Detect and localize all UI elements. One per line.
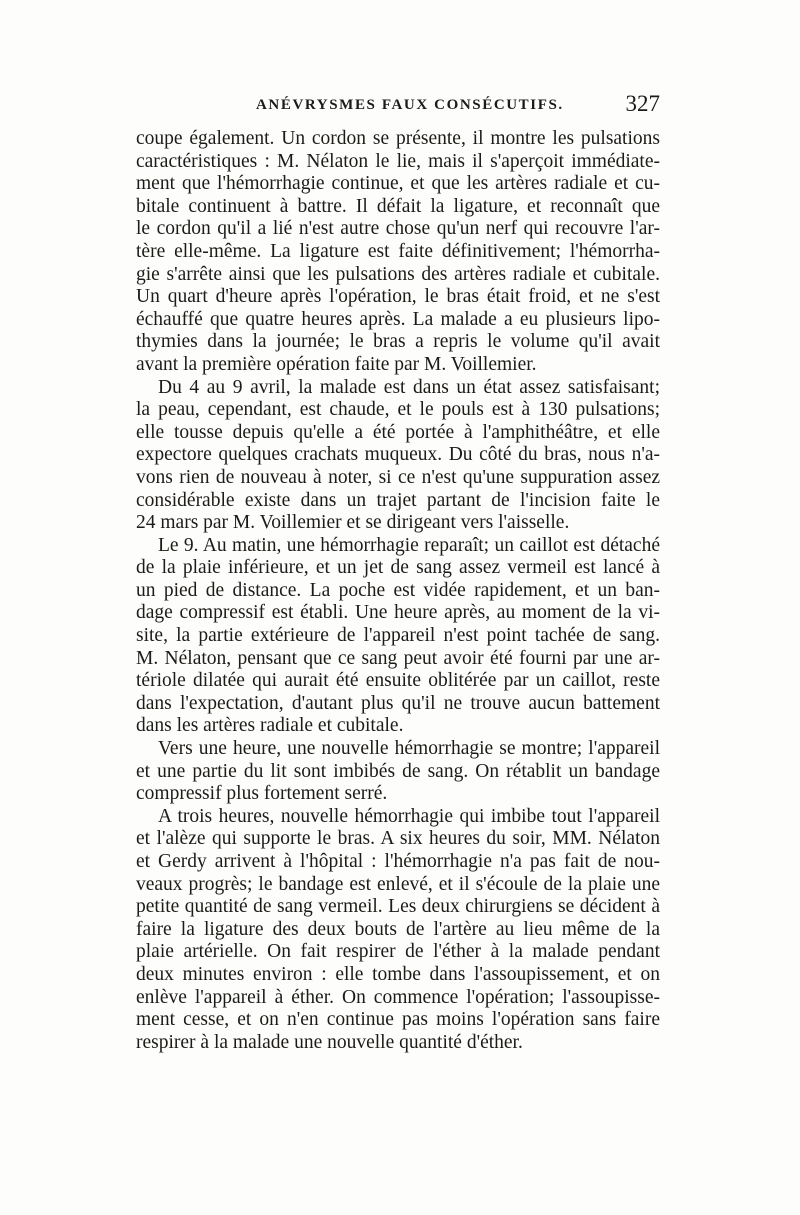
text-line: et l'alèze qui supporte le bras. A six heures du soir, MM. Nélaton bbox=[136, 828, 660, 850]
text-line: considérable existe dans un trajet partant de l'incision faite le bbox=[136, 489, 660, 511]
text-line: thymies dans la journée; le bras a repris le volume qu'il avait bbox=[136, 331, 660, 353]
text-line: expectore quelques crachats muqueux. Du côté du bras, nous n'a- bbox=[136, 444, 660, 466]
text-line: avant la première opération faite par M. Voillemier. bbox=[136, 353, 537, 375]
text-line: ment que l'hémorrhagie continue, et que les artères radiale et cu- bbox=[136, 173, 660, 195]
text-line: et une partie du lit sont imbibés de sang. On rétablit un bandage bbox=[136, 760, 660, 782]
text-line: dage compressif est établi. Une heure après, au moment de la vi- bbox=[136, 602, 660, 624]
text-line: bitale continuent à battre. Il défait la ligature, et reconnaît que bbox=[136, 195, 660, 217]
text-line: Vers une heure, une nouvelle hémorrhagie se montre; l'appareil bbox=[158, 738, 660, 760]
page-number: 327 bbox=[625, 91, 660, 116]
text-line: plaie artérielle. On fait respirer de l'éther à la malade pendant bbox=[136, 941, 660, 963]
text-line: ment cesse, et on n'en continue pas moins l'opération sans faire bbox=[136, 1009, 660, 1031]
text-line: tériole dilatée qui aurait été ensuite oblitérée par un caillot, reste bbox=[136, 670, 660, 692]
text-line: dans les artères radiale et cubitale. bbox=[136, 715, 404, 737]
text-line: respirer à la malade une nouvelle quantité d'éther. bbox=[136, 1031, 523, 1053]
text-line: la peau, cependant, est chaude, et le pouls est à 130 pulsations; bbox=[136, 399, 660, 421]
text-line: Le 9. Au matin, une hémorrhagie reparaît; un caillot est détaché bbox=[158, 534, 660, 556]
text-line: petite quantité de sang vermeil. Les deux chirurgiens se décident à bbox=[136, 896, 660, 918]
text-line: deux minutes environ : elle tombe dans l'assoupissement, et on bbox=[136, 963, 660, 985]
text-line: M. Nélaton, pensant que ce sang peut avoir été fourni par une ar- bbox=[136, 647, 660, 669]
text-line: faire la ligature des deux bouts de l'artère au lieu même de la bbox=[136, 918, 660, 940]
text-line: site, la partie extérieure de l'appareil n'est point tachée de sang. bbox=[136, 625, 660, 647]
text-line: dans l'expectation, d'autant plus qu'il ne trouve aucun battement bbox=[136, 692, 660, 714]
page-header bbox=[136, 91, 660, 125]
text-line: le cordon qu'il a lié n'est autre chose qu'un nerf qui recouvre l'ar- bbox=[136, 218, 660, 240]
text-line: et Gerdy arrivent à l'hôpital : l'hémorrhagie n'a pas fait de nou- bbox=[136, 851, 660, 872]
text-line: de la plaie inférieure, et un jet de sang assez vermeil est lancé à bbox=[136, 557, 660, 579]
text-line: coupe également. Un cordon se présente, il montre les pulsations bbox=[136, 128, 660, 149]
text-line: A trois heures, nouvelle hémorrhagie qui imbibe tout l'appareil bbox=[158, 805, 660, 827]
text-line: 24 mars par M. Voillemier et se dirigeant vers l'aisselle. bbox=[136, 512, 570, 534]
text-line: veaux progrès; le bandage est enlevé, et il s'écoule de la plaie une bbox=[136, 873, 660, 895]
text-line: tère elle-même. La ligature est faite définitivement; l'hémorrha- bbox=[136, 240, 660, 262]
text-line: gie s'arrête ainsi que les pulsations des artères radiale et cubitale. bbox=[136, 263, 660, 285]
running-title: ANÉVRYSMES FAUX CONSÉCUTIFS. bbox=[256, 97, 564, 113]
body-text bbox=[136, 128, 660, 1054]
text-line: vons rien de nouveau à noter, si ce n'est qu'une suppuration assez bbox=[136, 466, 660, 488]
text-line: échauffé que quatre heures après. La malade a eu plusieurs lipo- bbox=[136, 308, 660, 330]
text-line: Du 4 au 9 avril, la malade est dans un état assez satisfaisant; bbox=[158, 376, 660, 398]
text-line: elle tousse depuis qu'elle a été portée à l'amphithéâtre, et elle bbox=[136, 421, 660, 443]
text-line: Un quart d'heure après l'opération, le bras était froid, et ne s'est bbox=[136, 286, 660, 308]
text-line: un pied de distance. La poche est vidée rapidement, et un ban- bbox=[136, 579, 660, 601]
text-line: enlève l'appareil à éther. On commence l'opération; l'assoupisse- bbox=[136, 986, 660, 1008]
text-line: compressif plus fortement serré. bbox=[136, 783, 388, 805]
text-line: caractéristiques : M. Nélaton le lie, mais il s'aperçoit immédiate- bbox=[136, 150, 660, 172]
